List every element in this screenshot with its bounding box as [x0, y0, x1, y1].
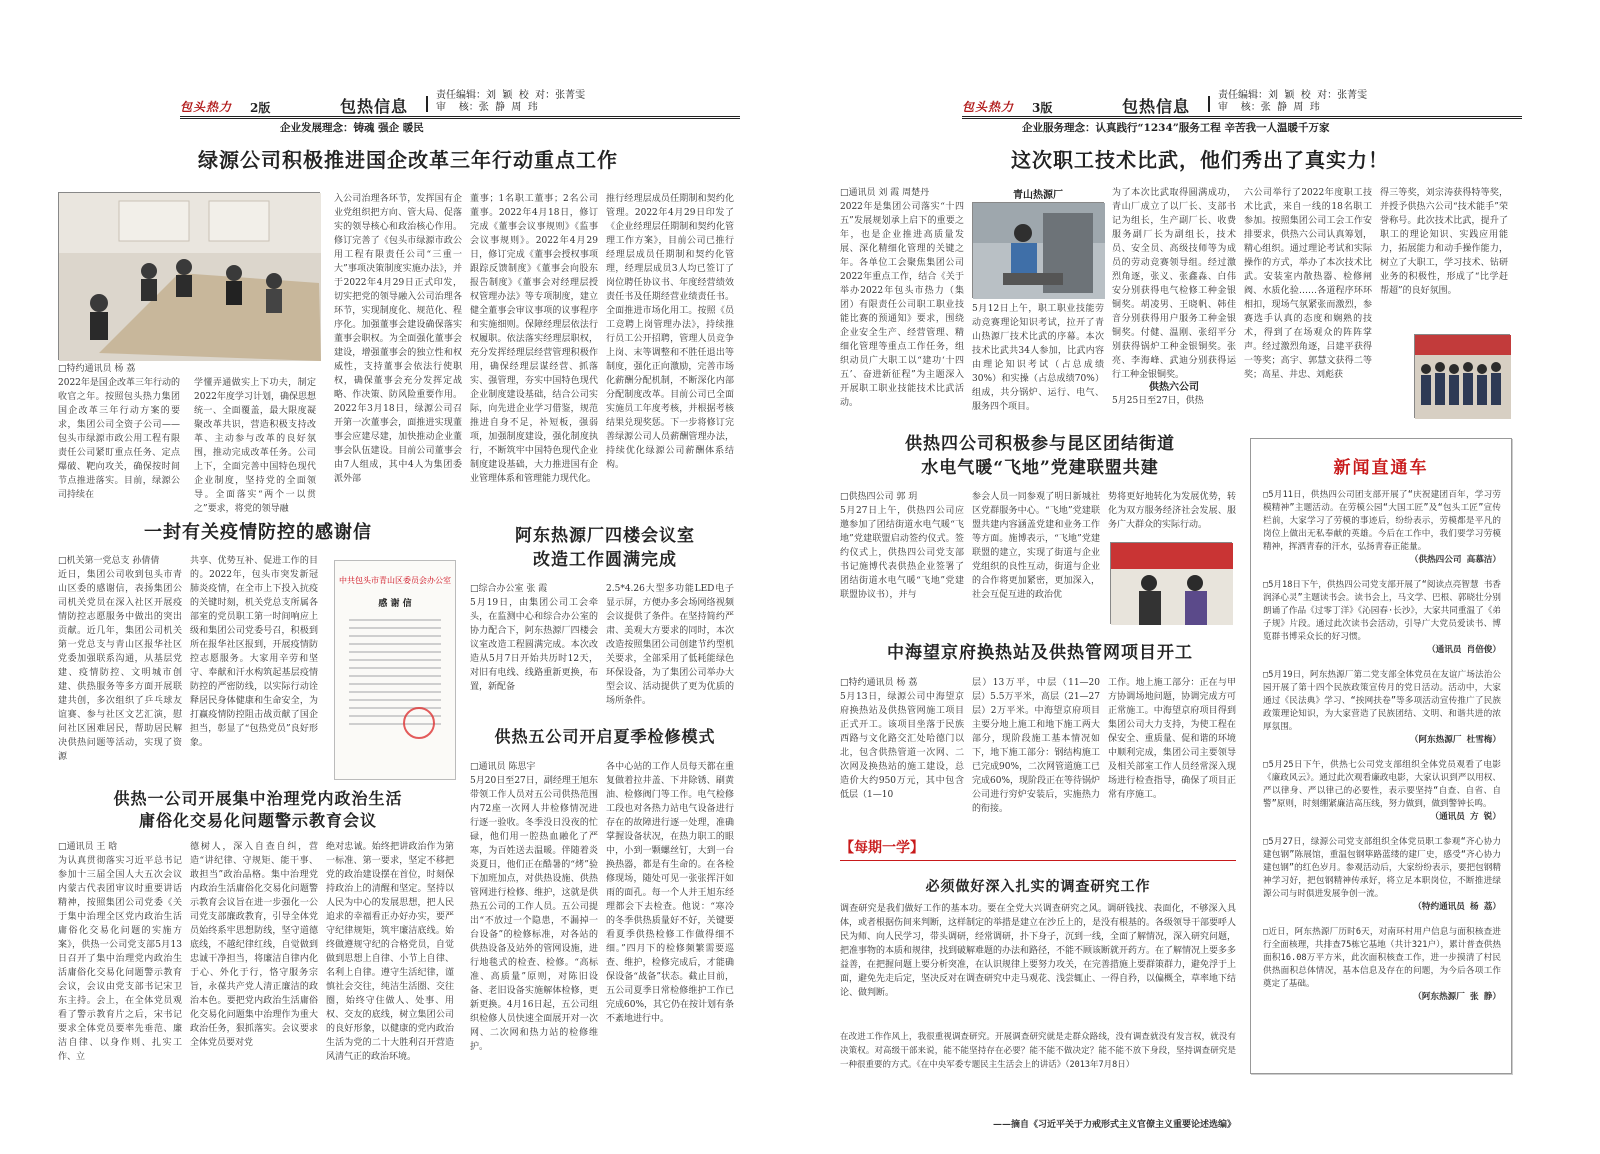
- article-column: 学懂弄通做实上下功夫，制定2022年度学习计划，确保思想统一、全面覆盖，最大限度凝聚改革共识，营造积极支持改革、主动参与改革的良好氛围，推动完成改革任务。公司上下，全面完善中国特色现代企业制度，坚持党的全面领导。全面落实“两个一以贯之”要求，将党的领导融: [194, 378, 316, 514]
- article-column: 5月13日，绿源公司中海望京府换热站及供热管网施工项目正式开工。该项目坐落于民族西路与文化路交汇处哈德门以北，包含供热管道一次网、二次网及换热站的施工建设，总造价大约950万元，其中包含低层（1—10: [840, 692, 964, 800]
- article-column: 5月25日至27日，供热: [1112, 396, 1204, 406]
- page-number: 2版: [250, 101, 271, 115]
- article-byline: □通讯员 王 晗: [58, 842, 118, 852]
- article-byline: □特约通讯员 杨 荔: [58, 364, 136, 374]
- news-item: [1263, 836, 1501, 914]
- article-column: 各中心站的工作人员每天都在重复做着拉井盖、下井除锈、刷黄油、检修阀门等工作。电气检修工段也对各热力站电气设备进行存在的故障进行逐一处理，准确掌握设备状况，在热力职工的眼中，小到一颗螺丝钉，大到一台换热器，都是有生命的。在各检修现场，随处可见一张张挥汗如雨的面孔。每一个人并王旭东经理都会下去检查。他说：“寒冷的冬季供热质量好不好，关键要看夏季供热检修工作做得细不细。”四月下的检修频繁需要巡查、维护，检修完成后，才能确保设备“战备”状态。截止目前，五公司夏季日常检修维护工作已完成60%，其它仍在按计划有条不紊地进行中。: [606, 762, 735, 1024]
- article-headline: 绿源公司积极推进国企改革三年行动重点工作: [198, 148, 618, 172]
- article-column: 2022年是集团公司落实“十四五”发展规划承上启下的重要之年，也是企业推进高质量发展、深化精细化管理的关键之年。各单位工会聚焦集团公司2022年重点工作，结合《关于举办2022年包头市热力（集团）有限责任公司职工职业技能比赛的预通知》要求，围绕企业安全生产、经营管理、精细化管理等重点工作任务，组织动员广大职工以“建功‘十四五’、奋进新征程”为主题深入开展职工职业技能技术比武活动。: [840, 202, 964, 408]
- article-headline: 这次职工技术比武，他们秀出了真实力！: [1011, 148, 1389, 172]
- study-source: ——摘自《习近平关于力戒形式主义官僚主义重要论述选编》: [992, 1120, 1236, 1130]
- news-signature: （通讯员 肖倍俊）: [1427, 645, 1501, 655]
- masthead-divider: [1208, 96, 1210, 112]
- masthead-rule: [180, 118, 740, 119]
- article-column: 近日，集团公司收到包头市青山区委的感谢信，表扬集团公司机关党员在深入社区开展疫情防控志愿服务中做出的突出贡献。近几年，集团公司机关第一党总支与青山区报华社区党委加强联系沟通，从基层党建、疫情防控、文明城市创建、供热服务等多方面开展联建共创，多次组织了乒乓球友谊赛、参与社区文艺汇演，慰问社区困难居民，帮助居民解决供热问题等活动，实现了资源: [58, 570, 182, 762]
- sidebar-title: 新闻直通车: [1333, 458, 1429, 478]
- group-photo: [1414, 334, 1510, 418]
- brand-logo: 包头热力: [962, 100, 1015, 114]
- article-headline: 阿东热源厂四楼会议室 改造工作圆满完成: [515, 526, 695, 570]
- article-byline: □综合办公室 张 霞: [470, 584, 548, 594]
- red-seal: [403, 707, 435, 739]
- article-column: 2022年是国企改革三年行动的收官之年。按照包头热力集团国企改革三年行动方案的要求，集团公司全资子公司——包头市绿源市政公用工程有限责任公司紧盯重点任务、定点爆破、靶向攻关，确保按时间节点推进落实。目前，绿源公司持续在: [58, 378, 180, 500]
- news-item: [1263, 579, 1501, 657]
- article-headline: 中海望京府换热站及供热管网项目开工: [887, 643, 1193, 663]
- masthead: [962, 90, 1562, 132]
- newspaper-page-2: [58, 70, 798, 1150]
- study-quote: 在改进工作作风上，我很重视调查研究。开展调查研究就是走群众路线，没有调查就没有发言权，就没有决策权。对高级干部来说，能不能坚持存在必要？能不能不做决定？能不能不放下身段，坚持调查研究是一种很重要的方式。《在中央军委专题民主生活会上的讲话》（2013年7月8日）: [840, 1032, 1236, 1070]
- article-headline: 供热一公司开展集中治理党内政治生活 庸俗化交易化问题警示教育会议: [113, 789, 403, 830]
- paper-title: 包热信息: [340, 97, 409, 116]
- news-signature: （通讯员 方 锐）: [1430, 812, 1501, 822]
- article-column: 为认真贯彻落实习近平总书记参加十三届全国人大五次会议内蒙古代表团审议时重要讲话精神，按照集团公司党委《关于集中治理全区党内政治生活庸俗化交易化问题的实施方案》，供热一公司党支部5月13日召开了集中治理党内政治生活庸俗化交易化问题警示教育会议，会议由党支部书记宋卫东主持。会上，在全体党员观看了警示教育片之后，宋书记要求全体党员要率先垂范、廉洁自律、以身作则、扎实工作、立: [58, 856, 182, 1062]
- study-section-tag: 【每期一学】: [840, 840, 924, 856]
- worker-photo: [972, 202, 1104, 298]
- article-column: 入公司治理各环节，发挥国有企业党组织把方向、管大局、促落实的领导核心和政治核心作用。修订完善了《包头市绿源市政公用工程有限责任公司“三重一大”事项决策制度实施办法》，并于2022年4月29日正式印发，切实把党的领导融入公司治理各环节，实现制度化、规范化、程序化。加强董事会建设确保落实董事会职权。为全面强化董事会建设，增强董事会的独立性和权威性，支持董事会依法行使职权，确保董事会充分发挥定战略、作决策、防风险重要作用。2022年3月18日，绿源公司召开第一次董事会，面推进实现董事会应建尽建，加快推动企业董事会队伍建设。目前公司董事会由7人组成，其中4人为集团委派外部: [334, 194, 462, 484]
- editor-credits: 责任编辑：刘 颖 校 对：张菁雯 审 核：张 静 周 玮: [436, 90, 586, 113]
- study-section-rule: [840, 860, 1236, 861]
- article-column: 董事；1名职工董事；2名公司董事。2022年4月18日，修订完成《董事会议事规则》《监事会议事规则》。2022年4月29日，修订完成《董事会授权事项跟踪反馈制度》《董事会向股东报告制度》《董事会对经理层授权管理办法》等专项制度，建立健全董事会审议事项的议事程序和实施细则。保障经理层依法行权履职。依法落实经理层职权，充分发挥经理层经营管理积极作用，确保经理层谋经营、抓落实、强管理，夯实中国特色现代企业制度建设基础，结合公司实际，向先进企业学习借鉴，规范推进自身不足，补短板，强弱项，加强制度建设，强化制度执行，不断筑牢中国特色现代企业制度建设基础，大力推进国有企业管理体系和管理能力现代化。: [470, 194, 598, 484]
- article-column: 为了本次比武取得圆满成功，青山厂成立了以厂长、支部书记为组长，生产副厂长、收费服务副厂长为副组长，技术员、安全员、高级技师等为成员的劳动竞赛领导组。经过激烈角逐，张义、张鑫淼、白伟安分别获得电气检修工种金银铜奖。胡凌男、王晓帆、韩佳音分别获得用户服务工种金银铜奖。付健、温刚、张绍平分别获得锅炉工种金银铜奖。张亮、李海峰、武迪分别获得运行工种金银铜奖。: [1112, 188, 1236, 380]
- news-signature: （特约通讯员 杨 荔）: [1413, 902, 1501, 912]
- news-list: [1263, 489, 1501, 1016]
- news-text: □5月18日下午，供热四公司党支部开展了“阅读点亮智慧 书香润泽心灵”主题读书会。读书会上，马文学、巴根、郭晓壮分别朗诵了作品《过零丁洋》《沁园春·长沙》，大家共同重温了《弟子规》片段。通过此次读书会活动，引导广大党员爱读书、博览群书博采众长的好习惯。: [1263, 580, 1501, 642]
- news-item: [1263, 926, 1501, 1004]
- signing-photo: [1110, 542, 1232, 624]
- masthead-rule: [180, 116, 740, 117]
- article-headline: 一封有关疫情防控的感谢信: [144, 522, 372, 543]
- article-column: 5月27日上午，供热四公司应邀参加了团结街道水电气暖“飞地”党建联盟启动签约仪式。签约仪式上，供热四公司党支部书记施博代表供热企业签署了团结街道水电气暖“飞地”党建联盟协议书），并与: [840, 506, 964, 600]
- news-item: [1263, 489, 1501, 567]
- article-column: 绝对忠诚。始终把讲政治作为第一标准、第一要求，坚定不移把党的政治建设摆在首位，时刻保持政治上的清醒和坚定。坚持以人民为中心的发展思想，把人民追求的幸福看正办好办实，要严守纪律规矩，筑牢廉洁底线。始终做遵规守纪的合格党员，自觉做到思想上自律、小节上自律、名利上自律。遵守生活纪律，谨慎社会交往，纯洁生活圈、交往圈，始终守住做人、处事、用权、交友的底线，树立集团公司的良好形象，以健康的党内政治生活为党的二十大胜利召开营造风清气正的政治环境。: [326, 842, 454, 1062]
- article-column: 势将更好地转化为发展优势，转化为双方服务经济社会发展、服务广大群众的实际行动。: [1108, 492, 1236, 530]
- article-headline: 供热五公司开启夏季检修模式: [494, 727, 716, 746]
- study-body: 调查研究是我们做好工作的基本功。要在全党大兴调查研究之风。调研钱找、表面化，不够深入具体，或者根据伤间来判断，这样制定的举措是建立在沙丘上的，是没有根基的。各级领导干部要呼人民为师、向人民学习，带头调研，经常调研，扑下身子，沉到一线，全面了解情况，深入研究问题，把准事物的本质和规律，找到破解难题的办法和路径，不能不顾该断就开药方。在了解情况上要多多益善，在把握问题上要分析突准，在认识规律上要努力攻关，在完善措施上要群策群力，避免浮于上面，避免先走后定，坚决反对在调查研究中走马观花、浅尝辄止、一得自矜，以偏概全，草率地下结论、做判断。: [840, 904, 1237, 998]
- news-text: □5月11日，供热四公司团支部开展了“庆祝建团百年，学习劳模精神”主题活动。在劳模公园“大国工匠”及“包头工匠”宣传栏前，大家学习了劳模的事迹后，纷纷表示，劳模都是平凡的岗位上做出无私奉献的英雄。今后在工作中，我们要学习劳模精神，挥洒青春的汗水，弘扬青春正能量。: [1263, 490, 1501, 552]
- article-column: 推行经理层成员任期制和契约化管理。2022年4月29日印发了《企业经理层任期制和契约化管理工作方案》，目前公司已推行经理层成员任期制和契约化管理，经理层成员3人均已签订了岗位聘任协议书、年度经营绩效责任书及任期经营业绩责任书。全面推进市场化用工。按照《员工竞聘上岗管理办法》，持续推行员工公开招聘，管理人员竞争上岗、末等调整和不胜任退出等制度，强化正向激励，完善市场化薪酬分配机制，不断深化内部分配制度改革。目前公司已全面实施员工年度考核，并根据考核结果兑现奖惩。下一步将修订完善绿源公司人员薪酬管理办法，持续优化绿源公司薪酬体系结构。: [606, 194, 734, 470]
- news-text: □近日，阿东热源厂历时6天，对南环村用户信息与面积核查进行全面核理，共排查75栋它基地（共计321户），累计普查供热面积16.08万平方米，此次面积核查工作，进一步摸清了村民供热面积总体情况，基本信息及存在的问题，为今后各项工作奠定了基础。: [1263, 927, 1501, 989]
- page-number: 3版: [1032, 101, 1053, 115]
- article-column: 参会人员一同参观了明日新城社区党群服务中心。“飞地”党建联盟共建内容涵盖党建和业务工作等方面。施博表示，“飞地”党建联盟的建立，实现了街道与企业党组织的良性互动，街道与企业的合作将更加紧密，更加深入，社会互促互进的政治优: [972, 492, 1100, 600]
- meeting-photo: [58, 192, 320, 360]
- photo-caption: 青山热源厂: [1013, 190, 1063, 201]
- news-item: [1263, 759, 1501, 824]
- masthead-rule: [962, 118, 1522, 119]
- article-column: 5月20日至27日，副经理王旭东带领工作人员对五公司供热范围内72座一次网人井检修情况进行逐一验收。冬季没日没夜的忙碌，他们用一腔热血融化了严寒，为百姓送去温暖。伴随着炎炎夏日，他们正在酷暑的“烤”验下加班加点，对供热设施、供热管网进行检修、维护，这就是供热五公司的工作人员。五公司提出“不放过一个隐患，不漏掉一台设备”的检修标准，对各站的供热设备及站外的管网设施，进行地毯式的检查、检修。“高标准、高质量”原则，对陈旧设备、老旧设备实施解体检修，更新更换。4月16日起，五公司组织检修人员快速全面展开对一次网、二次网和热力站的检修维护。: [470, 776, 598, 1052]
- corporate-concept: 企业服务理念：认真践行“1234”服务工程 辛苦我一人温暖千万家: [1022, 122, 1330, 134]
- article-headline: 必须做好深入扎实的调查研究工作: [925, 879, 1151, 895]
- editor-credits: 责任编辑：刘 颖 校 对：张菁雯 审 核：张 静 周 玮: [1218, 90, 1368, 113]
- masthead: [180, 90, 780, 132]
- news-text: □5月19日，阿东热源厂第二党支部全体党员在友谊广场法治公园开展了第十四个民族政策宣传月的党日活动。活动中，大家通过《民法典》学习、“挨网扶卷”等多项活动宣传推广了民族政策理论知识，为大家营造了民族团结、文明、和谐共进的浓厚氛围。: [1263, 670, 1501, 732]
- article-byline: □供热四公司 郭 玥: [840, 492, 918, 502]
- thank-you-letter-image: [334, 560, 456, 780]
- article-column: 5月12日上午，职工职业技能劳动竞赛理论知识考试，拉开了青山热源厂技术比武的序幕。本次技术比武共34人参加，比武内容由理论知识考试（占总成绩30%）和实操（占总成绩70%）组成，共分锅炉、运行、电气、服务四个项目。: [972, 304, 1104, 412]
- news-signature: （阿东热源厂 张 静）: [1413, 992, 1501, 1002]
- masthead-divider: [426, 96, 428, 112]
- news-signature: （供热四公司 高慕洁）: [1409, 555, 1501, 565]
- article-byline: □特约通讯员 杨 荔: [840, 678, 918, 688]
- news-text: □5月25日下午，供热七公司党支部组织全体党员观看了电影《廉政风云》。通过此次观看廉政电影，大家认识到严以用权、严以律身、严以律己的必要性，表示要坚持“自查、自省、自警”原则，时刻绷紧廉洁高压线，努力做到，做到警钟长鸣。: [1263, 760, 1501, 809]
- article-column: 2.5*4.26大型多功能LED电子显示屏，方便办多会场网络视频会议提供了条件。在坚持简约严肃、美观大方要求的同时，本次改造按照集团公司创建节约型机关要求，全部采用了低耗能绿色环保设备，为了集团公司举办大型会议、活动提供了更为优质的场所条件。: [606, 584, 734, 706]
- article-column: 德树人，深入自查自纠，营造“讲纪律、守规矩、能干事、敢担当”政治品格。集中治理党内政治生活庸俗化交易化问题警示教育会议旨在进一步强化一公司党支部廉政教育，引导全体党员始终系牢思想防线，坚守道德底线，不越纪律红线，自觉做到忠诚干净担当，将廉洁自律内化于心、外化于行，恪守服务宗旨，永葆共产党人清正廉洁的政治本色。要把党内政治生活庸俗化交易化问题集中治理作为重大政治任务，狠抓落实。会议要求全体党员要对党: [190, 842, 318, 1048]
- news-text: □5月27日，绿源公司党支部组织全体党员职工参观“齐心协力建包钢”陈展馆，重温包钢筚路蓝缕的建厂史，感受“齐心协力建包钢”的红色岁月。参观活动后，大家纷纷表示，要把包钢精神学习好，把包钢精神传承好，将立足本职岗位，不断推进绿源公司与时俱进发展争创一流。: [1263, 837, 1501, 899]
- article-column: 共享、优势互补、促进工作的目的。2022年，包头市突发新冠肺炎疫情，在全市上下投入抗疫的关键时刻，机关党总支所属各部室的党员职工第一时间响应上级和集团公司党委号召，积极到所在报华社区报到，开展疫情防控志愿服务。大家用辛劳和坚守、奉献和汗水构筑起基层疫情防控的严密防线，以实际行动诠释居民身体健康和生命安全，为打赢疫情防控阻击战贡献了国企担当，彰显了“包热党员”良好形象。: [190, 556, 318, 748]
- masthead-rule: [962, 116, 1522, 117]
- article-column: 得三等奖，刘宗涛获得特等奖，并授予供热六公司“技术能手”荣誉称号。此次技术比武，提升了职工的理论知识、实践应用能力，拓展能力和动手操作能力，树立了大职工，学习技术、钻研业务的积极性，形成了“比学赶帮超”的良好氛围。: [1380, 188, 1508, 296]
- brand-logo: 包头热力: [180, 100, 233, 114]
- news-item: [1263, 669, 1501, 747]
- article-column: 工作。地上施工部分：正在与甲方协调场地问题，协调完成方可正常施工。中海望京府项目得到集团公司大力支持，为使工程在保安全、重质量、促和谐的环境中顺利完成，集团公司主要领导及相关部室工作人员经常深入现场进行检查指导，确保了项目正常有序施工。: [1108, 678, 1236, 800]
- article-byline: □通讯员 刘 霞 周楚丹: [840, 188, 930, 198]
- paper-title: 包热信息: [1122, 97, 1191, 116]
- news-signature: （阿东热源厂 杜雪梅）: [1409, 735, 1501, 745]
- article-column: 层）13万平，中层（11—20层）5.5万平米，高层（21—27层）2万平米。中海望京府项目主要分地上施工和地下施工两大部分，现阶段施工基本情况如下，地下施工部分：钢结构施工已完成90%，二次网管道施工已完成60%，现阶段正在等待锅炉公司进行穷炉安装后，实施热力的衔接。: [972, 678, 1101, 814]
- news-express-sidebar: [1250, 438, 1512, 1074]
- article-headline: 供热四公司积极参与昆区团结街道 水电气暖“飞地”党建联盟共建: [905, 434, 1175, 478]
- article-column: 5月19日，由集团公司工会牵头，在监测中心和综合办公室的协力配合下，阿东热源厂四楼会议室改造工程圆满完成。本次改造从5月7日开始共历时12天，对旧有电线、线路重新更换，布置，新配备: [470, 598, 598, 692]
- letter-title: 感 谢 信: [378, 599, 412, 609]
- article-byline: □机关第一党总支 孙倩倩: [58, 556, 160, 566]
- letter-header: 中共包头市青山区委员会办公室: [339, 576, 451, 585]
- sub-unit-label: 供热六公司: [1149, 382, 1199, 393]
- article-column: 六公司举行了2022年度职工技术比武，来自一线的18名职工参加。按照集团公司工会工作安排要求，供热六公司认真筹划，精心组织。通过理论考试和实际操作的方式，举办了本次技术比武。安装室内散热器、检修闸阀、水质化验……各道程序环环相扣，现场气氛紧张而激烈，参赛选手认真的态度和娴熟的技术，得到了在场观众的阵阵掌声。经过激烈角逐，吕建平获得一等奖；高宇、郭慧文获得二等奖；高星、井忠、刘彪获: [1244, 188, 1372, 380]
- article-byline: □通讯员 陈思宇: [470, 762, 536, 772]
- corporate-concept: 企业发展理念：铸魂 强企 暖民: [280, 122, 424, 134]
